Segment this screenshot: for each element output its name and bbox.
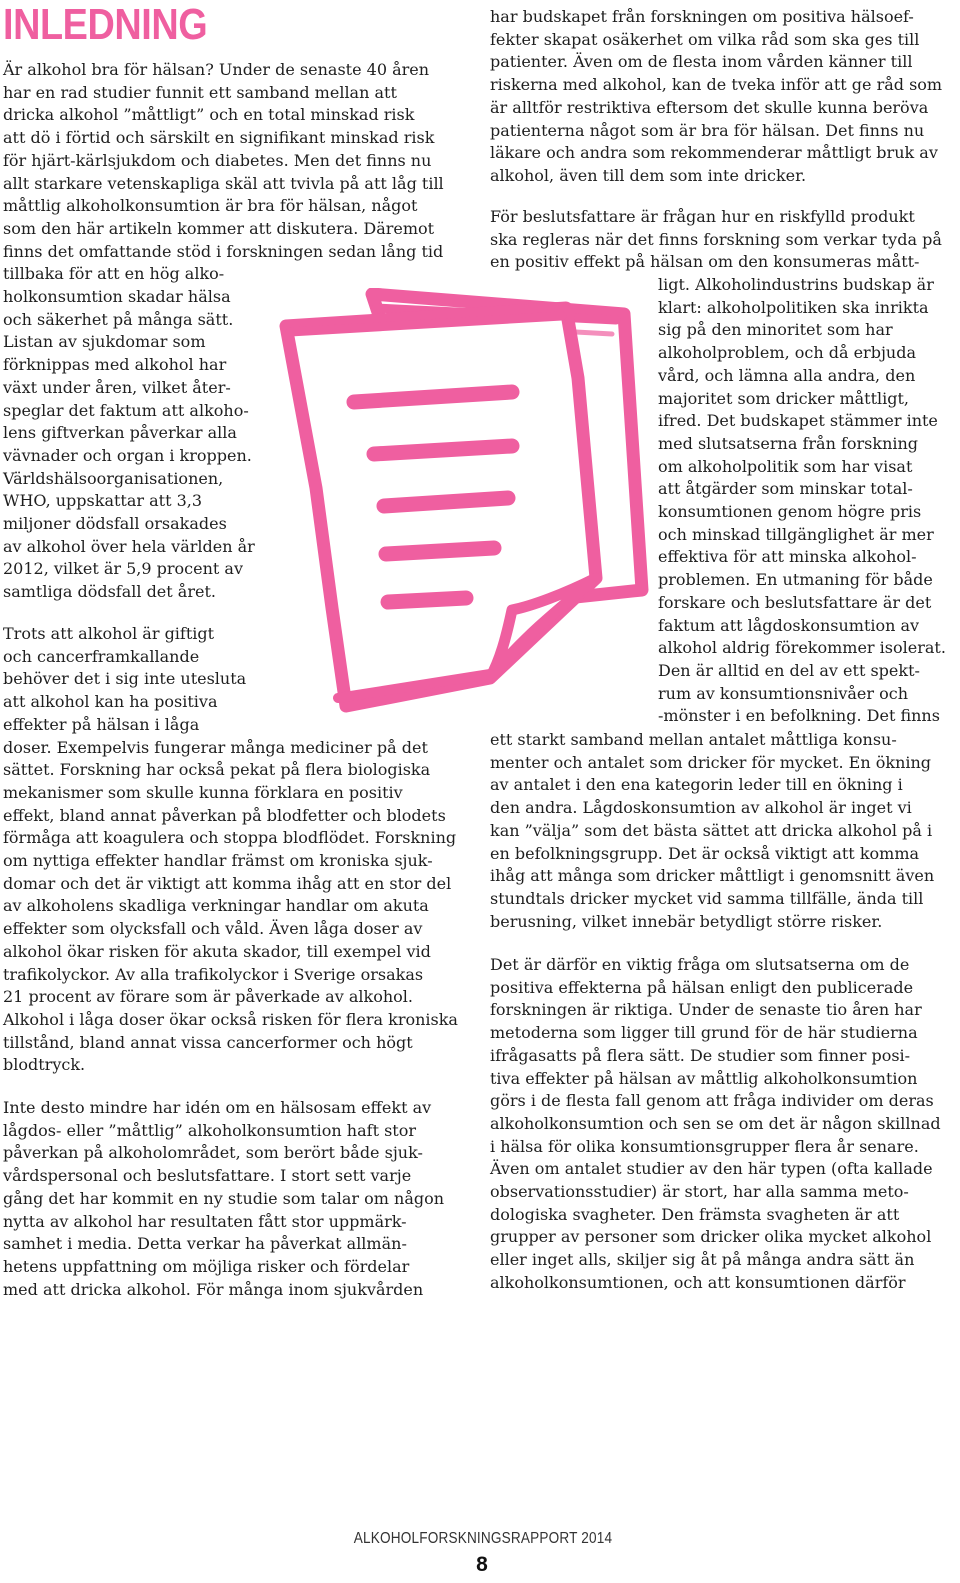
right-paragraph-3 xyxy=(490,954,941,1295)
text-line: miljoner dödsfall orsakades xyxy=(3,514,227,534)
text-line: alkoholkonsumtionen, och att konsumtionen därför xyxy=(490,1272,906,1292)
text-line: görs i de flesta fall genom att fråga individer om deras xyxy=(490,1091,934,1111)
text-line: WHO, uppskattar att 3,3 xyxy=(3,491,203,511)
text-line: läkare och andra som rekommenderar måttligt bruk av xyxy=(490,143,938,163)
text-line: ifrågasatts på flera sätt. De studier som finner posi- xyxy=(490,1045,911,1065)
text-line: i hälsa för olika konsumtionsgrupper flera år senare. xyxy=(490,1136,919,1156)
text-line: och säkerhet på många sätt. xyxy=(3,309,234,329)
text-line: om alkoholpolitik som har visat xyxy=(658,456,913,476)
text-line: effekt, bland annat påverkan på blodfetter och blodets xyxy=(3,805,446,825)
text-line: metoderna som ligger till grund för de här studierna xyxy=(490,1023,918,1043)
text-line: -mönster i en befolkning. Det finns xyxy=(658,706,940,726)
text-line: kan ”välja” som det bästa sättet att dricka alkohol på i xyxy=(490,820,933,840)
text-line: ligt. Alkoholindustrins budskap är xyxy=(658,275,934,294)
text-line: gång det har kommit en ny studie som talar om någon xyxy=(3,1188,445,1208)
text-line: forskningen är riktiga. Under de senaste tio åren har xyxy=(490,1000,922,1020)
text-line: vävnader och organ i kroppen. xyxy=(3,445,252,465)
text-line: lågdos- eller ”måttlig” alkoholkonsumtion haft stor xyxy=(3,1120,417,1140)
text-line: För beslutsfattare är frågan hur en riskfylld produkt xyxy=(490,207,915,226)
left-paragraph-3 xyxy=(3,1097,444,1301)
text-line: med att dricka alkohol. För många inom sjukvården xyxy=(3,1279,424,1299)
right-paragraph-2-wrapped xyxy=(658,274,946,728)
text-line: Det är därför en viktig fråga om slutsatserna om de xyxy=(490,955,910,974)
text-line: lens giftverkan påverkar alla xyxy=(3,423,237,443)
text-line: förknippas med alkohol har xyxy=(3,355,227,375)
text-line: blodtryck. xyxy=(3,1055,86,1075)
text-line: av alkohol över hela världen år xyxy=(3,536,255,556)
text-line: ihåg att många som dricker måttligt i genomsnitt även xyxy=(490,866,935,886)
page-number: 8 xyxy=(476,1553,488,1576)
text-line: tillbaka för att en hög alko- xyxy=(3,264,225,284)
text-line: av alkoholens skadliga verkningar handlar om akuta xyxy=(3,896,429,916)
text-line: samhet i media. Detta verkar ha påverkat allmän- xyxy=(3,1234,407,1254)
text-line: samtliga dödsfall det året. xyxy=(3,582,216,602)
text-line: Den är alltid en del av ett spekt- xyxy=(658,660,920,680)
text-line: Listan av sjukdomar som xyxy=(3,332,206,352)
text-line: stundtals dricker mycket vid samma tillfälle, ända till xyxy=(490,888,924,908)
text-line: och minskad tillgänglighet är mer xyxy=(658,524,934,544)
text-line: domar och det är viktigt att komma ihåg att en stor del xyxy=(3,873,452,893)
text-line: effekter som olycksfall och våld. Även låga doser av xyxy=(3,919,423,939)
footer-report-title: ALKOHOLFORSKNINGSRAPPORT 2014 xyxy=(353,1530,613,1547)
text-line: alkoholproblem, och då erbjuda xyxy=(658,343,916,363)
text-line: sig på den minoritet som har xyxy=(658,320,893,340)
text-line: alkohol aldrig förekommer isolerat. xyxy=(658,638,946,658)
text-line: vård, och lämna alla andra, den xyxy=(658,365,916,385)
text-line: har budskapet från forskningen om positiva hälsoef- xyxy=(490,7,914,26)
text-line: växt under åren, vilket åter- xyxy=(3,377,231,397)
text-line: 2012, vilket är 5,9 procent av xyxy=(3,559,243,579)
text-line: ett starkt samband mellan antalet måttliga konsu- xyxy=(490,730,897,749)
text-line: rum av konsumtionsnivåer och xyxy=(658,683,908,703)
text-line: Trots att alkohol är giftigt xyxy=(3,624,215,643)
text-line: att alkohol kan ha positiva xyxy=(3,692,218,712)
text-line: dricka alkohol ”måttligt” och en total minskad risk xyxy=(3,105,415,125)
text-line: om nyttiga effekter handlar främst om kroniska sjuk- xyxy=(3,851,433,871)
text-line: speglar det faktum att alkoho- xyxy=(3,400,249,420)
text-line: Alkohol i låga doser ökar också risken för flera kroniska xyxy=(3,1009,458,1029)
text-line: patienterna något som är bra för hälsan. Det finns nu xyxy=(490,120,925,140)
text-line: med slutsatserna från forskning xyxy=(658,433,919,453)
text-line: hetens uppfattning om möjliga risker och fördelar xyxy=(3,1256,410,1276)
text-line: Även om antalet studier av den här typen (ofta kallade xyxy=(490,1159,933,1179)
text-line: Inte desto mindre har idén om en hälsosam effekt av xyxy=(3,1098,432,1117)
text-line: nytta av alkohol har resultaten fått stor uppmärk- xyxy=(3,1211,407,1231)
text-line: påverkan på alkoholområdet, som berört både sjuk- xyxy=(3,1143,423,1163)
text-line: tillstånd, bland annat vissa cancerformer och högt xyxy=(3,1032,413,1052)
text-line: doser. Exempelvis fungerar många mediciner på det xyxy=(3,737,428,757)
text-line: klart: alkoholpolitiken ska inrikta xyxy=(658,297,929,317)
text-line: allt starkare vetenskapliga skäl att tvivla på att låg till xyxy=(3,173,444,193)
text-line: fekter skapat osäkerhet om vilka råd som ska ges till xyxy=(490,29,920,49)
right-paragraph-1 xyxy=(490,6,942,188)
text-line: att dö i förtid och särskilt en signifikant minskad risk xyxy=(3,128,435,148)
text-line: är alltför restriktiva eftersom det skulle kunna beröva xyxy=(490,97,929,117)
text-line: problemen. En utmaning för både xyxy=(658,570,933,590)
text-line: alkoholkonsumtion och sen se om det är någon skillnad xyxy=(490,1113,941,1133)
text-line: eller inget alls, skiljer sig åt på många andra sätt än xyxy=(490,1250,915,1270)
text-line: ifred. Det budskapet stämmer inte xyxy=(658,411,938,431)
text-line: forskare och beslutsfattare är det xyxy=(658,592,932,612)
text-line: patienter. Även om de flesta inom vården känner till xyxy=(490,52,913,72)
text-line: Är alkohol bra för hälsan? Under de senaste 40 åren xyxy=(3,60,430,79)
text-line: berusning, vilket innebär betydligt större risker. xyxy=(490,911,883,931)
text-line: som den här artikeln kommer att diskutera. Däremot xyxy=(3,218,435,238)
text-line: dologiska svagheter. Den främsta svagheten är att xyxy=(490,1204,900,1224)
text-line: att åtgärder som minskar total- xyxy=(658,479,913,499)
document-pages-icon xyxy=(276,288,656,748)
text-line: observationsstudier) är stort, har alla samma meto- xyxy=(490,1182,909,1202)
text-line: sättet. Forskning har också pekat på flera biologiska xyxy=(3,760,431,780)
text-line: riskerna med alkohol, kan de tveka inför att ge råd som xyxy=(490,75,943,95)
text-line: för hjärt-kärlsjukdom och diabetes. Men det finns nu xyxy=(3,150,432,170)
text-line: den andra. Lågdoskonsumtion av alkohol är inget vi xyxy=(490,798,912,818)
text-line: en befolkningsgrupp. Det är också viktigt att komma xyxy=(490,843,920,863)
text-line: trafikolyckor. Av alla trafikolyckor i Sverige orsakas xyxy=(3,964,424,984)
text-line: holkonsumtion skadar hälsa xyxy=(3,287,231,307)
text-line: alkohol ökar risken för akuta skador, till exempel vid xyxy=(3,941,431,961)
text-line: finns det omfattande stöd i forskningen sedan lång tid xyxy=(3,241,444,261)
text-line: av antalet i den ena kategorin leder till en ökning i xyxy=(490,775,903,795)
text-line: effektiva för att minska alkohol- xyxy=(658,547,917,567)
page-title: INLEDNING xyxy=(3,0,208,49)
text-line: vårdspersonal och beslutsfattare. I stort sett varje xyxy=(3,1166,412,1186)
text-line: grupper av personer som dricker olika mycket alkohol xyxy=(490,1227,932,1247)
text-line: Världshälsoorganisationen, xyxy=(3,468,224,488)
text-line: måttlig alkoholkonsumtion är bra för hälsan, något xyxy=(3,196,418,216)
text-line: ska regleras när det finns forskning som verkar tyda på xyxy=(490,229,942,249)
text-line: och cancerframkallande xyxy=(3,646,200,666)
text-line: effekter på hälsan i låga xyxy=(3,714,200,734)
text-line: en positiv effekt på hälsan om den konsumeras mått- xyxy=(490,252,920,272)
text-line: behöver det i sig inte utesluta xyxy=(3,669,247,689)
text-line: har en rad studier funnit ett samband mellan att xyxy=(3,82,397,102)
text-line: konsumtionen genom högre pris xyxy=(658,502,922,522)
text-line: menter och antalet som dricker för mycket. En ökning xyxy=(490,752,932,772)
text-line: majoritet som dricker måttligt, xyxy=(658,388,910,408)
text-line: mekanismer som skulle kunna förklara en positiv xyxy=(3,782,403,802)
text-line: 21 procent av förare som är påverkade av alkohol. xyxy=(3,987,413,1007)
text-line: förmåga att koagulera och stoppa blodflödet. Forskning xyxy=(3,828,457,848)
right-paragraph-2-bottom xyxy=(490,729,934,933)
text-line: alkohol, även till dem som inte dricker. xyxy=(490,165,807,185)
text-line: faktum att lågdoskonsumtion av xyxy=(658,615,920,635)
right-paragraph-2-top xyxy=(490,206,942,274)
text-line: tiva effekter på hälsan av måttlig alkoholkonsumtion xyxy=(490,1068,918,1088)
text-line: positiva effekterna på hälsan enligt den publicerade xyxy=(490,977,914,997)
